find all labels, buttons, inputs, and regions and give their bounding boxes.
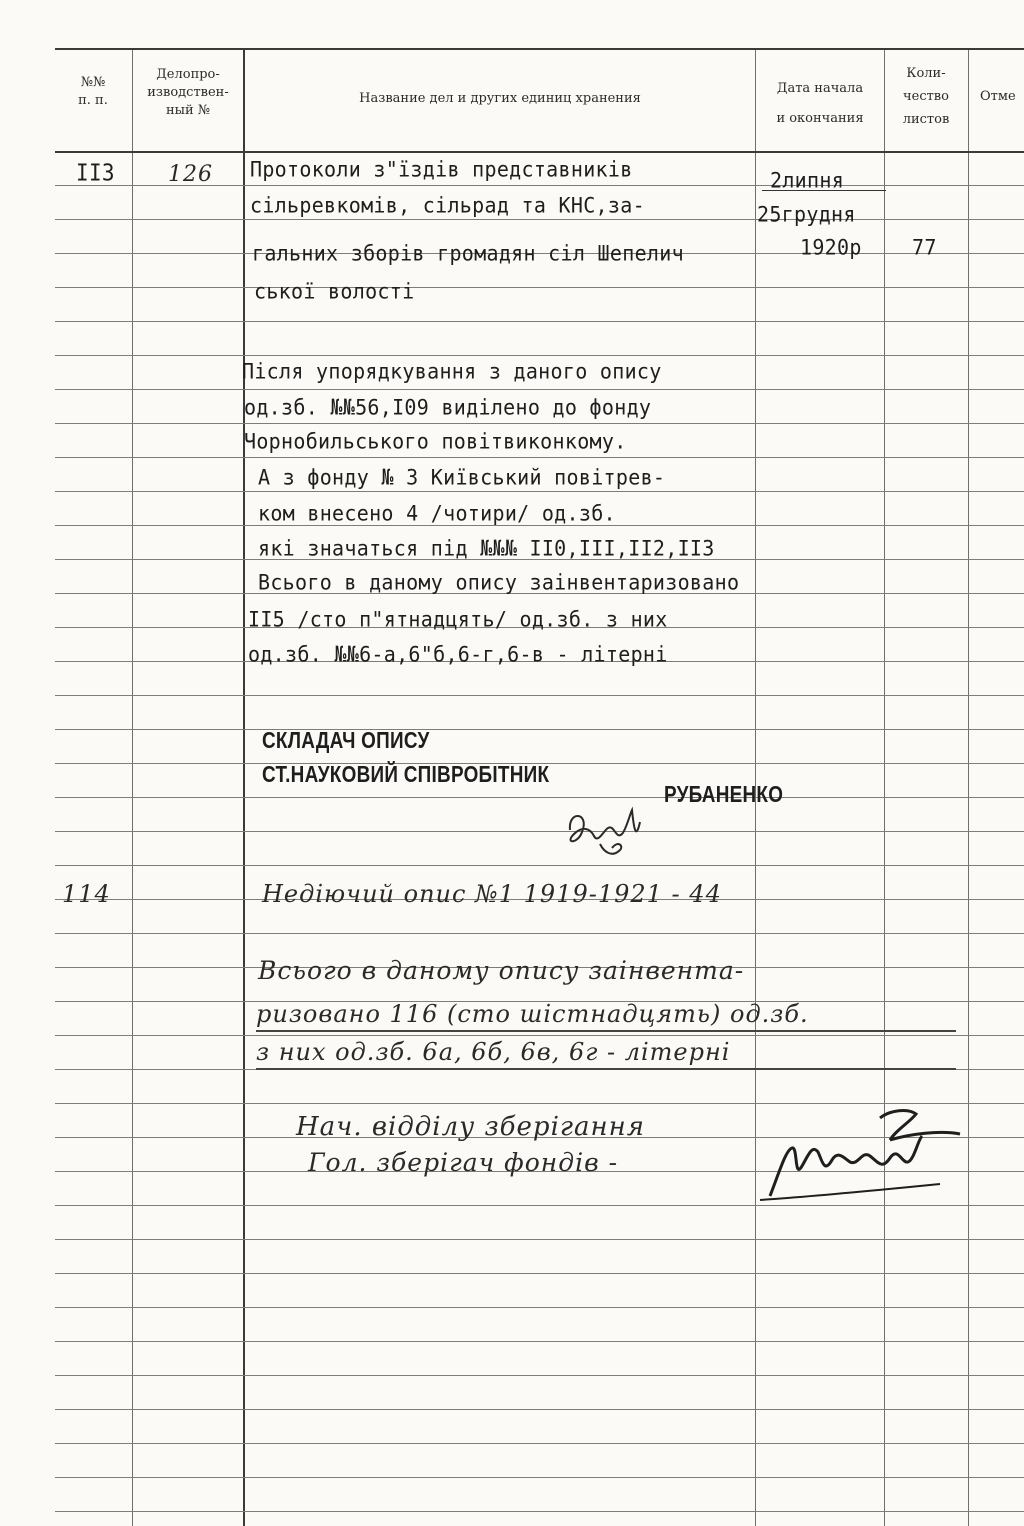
note-line-5: ком внесено 4 /чотири/ од.зб. xyxy=(258,500,616,526)
row-rule xyxy=(55,1035,1024,1036)
entry-114-number: 114 xyxy=(62,880,111,908)
entry-113-title-line-4: ської волості xyxy=(254,278,415,304)
row-rule xyxy=(55,1511,1024,1512)
entry-113-case-number: 126 xyxy=(168,162,213,187)
handwritten-summary-line-2: ризовано 116 (сто шістнадцять) од.зб. xyxy=(256,1000,809,1028)
row-rule xyxy=(55,1443,1024,1444)
row-rule xyxy=(55,355,1024,356)
table-top-rule xyxy=(55,48,1024,50)
row-rule xyxy=(55,933,1024,934)
approval-signature xyxy=(740,1100,970,1210)
note-line-7: Всього в даному опису заінвентаризовано xyxy=(258,569,740,595)
entry-113-sheets: 77 xyxy=(912,234,937,260)
row-rule xyxy=(55,389,1024,390)
compiler-signature xyxy=(560,800,660,862)
row-rule xyxy=(55,1239,1024,1240)
entry-113-number: II3 xyxy=(76,160,115,186)
entry-113-title-line-1: Протоколи з"їздів представників xyxy=(250,156,633,182)
header-col-case-number: Делопро- изводствен- ный № xyxy=(147,67,229,118)
date-underline xyxy=(762,190,886,191)
entry-113-year: 1920р xyxy=(800,234,862,260)
row-rule xyxy=(55,729,1024,730)
row-rule xyxy=(55,695,1024,696)
header-col-title: Название дел и других единиц хранения xyxy=(359,91,641,106)
note-line-3: Чорнобильського повітвиконкому. xyxy=(244,428,627,454)
row-rule xyxy=(55,1341,1024,1342)
approval-line-1: Нач. відділу зберігання xyxy=(296,1112,646,1142)
col-divider-2 xyxy=(243,48,245,1526)
entry-113-date-start: 2липня xyxy=(770,167,845,193)
header-col-sheets: Коли- чество листов xyxy=(902,66,950,127)
approval-line-2: Гол. зберігач фондів - xyxy=(308,1148,619,1177)
handwritten-underline xyxy=(256,1068,956,1070)
note-line-4: А з фонду № 3 Київський повітрев- xyxy=(258,464,666,490)
note-line-9: од.зб. №№6-а,6"б,6-г,6-в - літерні xyxy=(248,641,668,667)
compiler-name: РУБАНЕНКО xyxy=(664,781,784,808)
compiler-position: СТ.НАУКОВИЙ СПІВРОБІТНИК xyxy=(262,761,550,788)
row-rule xyxy=(55,491,1024,492)
col-divider-4 xyxy=(884,48,885,1526)
row-rule xyxy=(55,321,1024,322)
note-line-2: од.зб. №№56,I09 виділено до фонду xyxy=(244,394,652,420)
compiler-title: СКЛАДАЧ ОПИСУ xyxy=(262,727,430,754)
handwritten-summary-line-1: Всього в даному опису заінвента- xyxy=(258,956,745,985)
col-divider-5 xyxy=(968,48,969,1526)
row-rule xyxy=(55,865,1024,866)
row-rule xyxy=(55,831,1024,832)
header-col-notes: Отме xyxy=(980,89,1016,104)
header-col-dates: Дата начала и окончания xyxy=(776,81,864,126)
handwritten-underline xyxy=(256,1030,956,1032)
entry-114-text: Недіючий опис №1 1919-1921 - 44 xyxy=(262,880,722,908)
row-rule xyxy=(55,1409,1024,1410)
entry-113-title-line-3: гальних зборів громадян сіл Шепелич xyxy=(252,240,684,266)
note-line-8: II5 /сто п"ятнадцять/ од.зб. з них xyxy=(248,606,668,632)
note-line-6: які значаться під №№№ II0,III,II2,II3 xyxy=(258,535,715,561)
row-rule xyxy=(55,1375,1024,1376)
row-rule xyxy=(55,1307,1024,1308)
row-rule xyxy=(55,423,1024,424)
row-rule xyxy=(55,1273,1024,1274)
header-bottom-rule xyxy=(55,151,1024,153)
row-rule xyxy=(55,287,1024,288)
row-rule xyxy=(55,797,1024,798)
note-line-1: Після упорядкування з даного опису xyxy=(242,358,662,384)
entry-113-date-end: 25грудня xyxy=(757,201,856,227)
handwritten-summary-line-3: з них од.зб. 6а, 6б, 6в, 6г - літерні xyxy=(256,1038,731,1066)
header-col-number: №№ п. п. xyxy=(78,75,108,108)
row-rule xyxy=(55,1477,1024,1478)
col-divider-1 xyxy=(132,48,133,1526)
row-rule xyxy=(55,219,1024,220)
row-rule xyxy=(55,457,1024,458)
entry-113-title-line-2: сільревкомів, сільрад та КНС,за- xyxy=(250,192,645,218)
